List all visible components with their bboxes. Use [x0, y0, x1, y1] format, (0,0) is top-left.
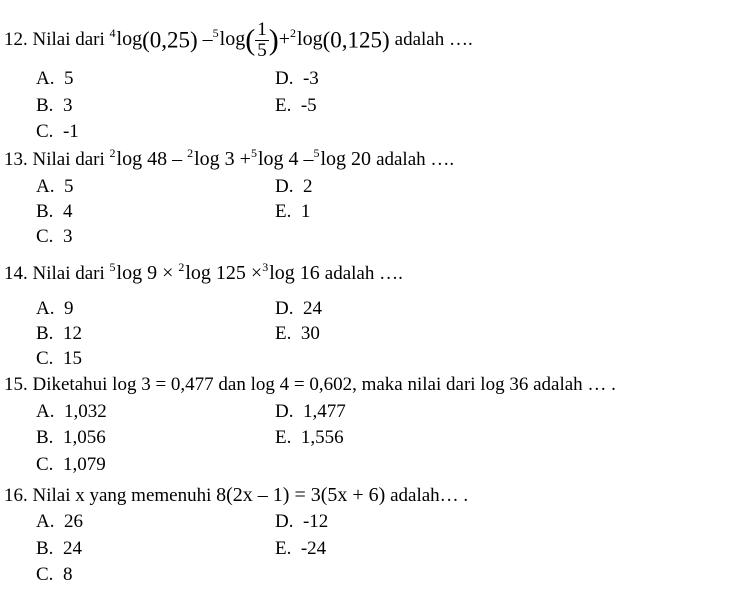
option-d[interactable]: D. -12	[275, 511, 329, 532]
question-13	[4, 148, 454, 172]
option-d[interactable]: D. -3	[275, 68, 319, 89]
option-b[interactable]: B. 4	[36, 201, 73, 222]
question-lead: Nilai dari	[32, 29, 105, 51]
option-e[interactable]: E. 1	[275, 201, 311, 222]
question-number: 12.	[4, 29, 28, 51]
option-d[interactable]: D. 2	[275, 176, 313, 197]
fraction: $\frac{1}{5}$	[257, 19, 267, 61]
question-tail: adalah ….	[324, 263, 403, 284]
option-e[interactable]: E. 1,556	[275, 427, 344, 448]
question-lead: Nilai dari	[32, 263, 105, 284]
question-number: 14.	[4, 263, 28, 284]
option-a[interactable]: A. 1,032	[36, 401, 107, 422]
option-c[interactable]: C. 1,079	[36, 454, 106, 475]
question-number: 13.	[4, 149, 28, 170]
question-tail: adalah ….	[394, 29, 473, 51]
option-a[interactable]: A. 5	[36, 176, 74, 197]
option-e[interactable]: E. 30	[275, 323, 320, 344]
option-a[interactable]: A. 26	[36, 511, 83, 532]
option-c[interactable]: C. 15	[36, 348, 82, 369]
question-lead: Nilai x yang memenuhi	[32, 485, 212, 506]
question-tail: adalah… .	[390, 485, 469, 506]
question-expression: $^5$log 9 × $^2$log 125 ×$^3$log 16	[109, 260, 320, 284]
question-16	[4, 484, 468, 507]
option-e[interactable]: E. -5	[275, 95, 317, 116]
question-15	[4, 374, 616, 396]
question-number: 15.	[4, 374, 28, 395]
option-d[interactable]: D. 1,477	[275, 401, 346, 422]
option-d[interactable]: D. 24	[275, 298, 322, 319]
question-tail: adalah ….	[376, 149, 455, 170]
option-c[interactable]: C. 8	[36, 564, 73, 585]
option-a[interactable]: A. 9	[36, 298, 74, 319]
question-14	[4, 262, 403, 286]
question-expression: $^2$log 48 – $^2$log 3 +$^5$log 4 –$^5$log 20	[109, 146, 372, 170]
option-b[interactable]: B. 3	[36, 95, 73, 116]
option-b[interactable]: B. 24	[36, 538, 82, 559]
option-a[interactable]: A. 5	[36, 68, 74, 89]
question-number: 16.	[4, 485, 28, 506]
option-c[interactable]: C. 3	[36, 226, 73, 247]
option-e[interactable]: E. -24	[275, 538, 327, 559]
option-b[interactable]: B. 1,056	[36, 427, 106, 448]
question-text: Diketahui log 3 = 0,477 dan log 4 = 0,602, maka nilai dari log 36 adalah … .	[32, 374, 616, 395]
question-12	[4, 20, 473, 61]
option-c[interactable]: C. -1	[36, 121, 79, 142]
question-expression: $^4$log(0,25) –$^5$log( $\frac{1}{5}$ )+$^2$log(0,125)	[109, 19, 390, 61]
option-b[interactable]: B. 12	[36, 323, 82, 344]
question-expression: 8(2x – 1) = 3(5x + 6)	[216, 484, 386, 506]
question-lead: Nilai dari	[32, 149, 105, 170]
